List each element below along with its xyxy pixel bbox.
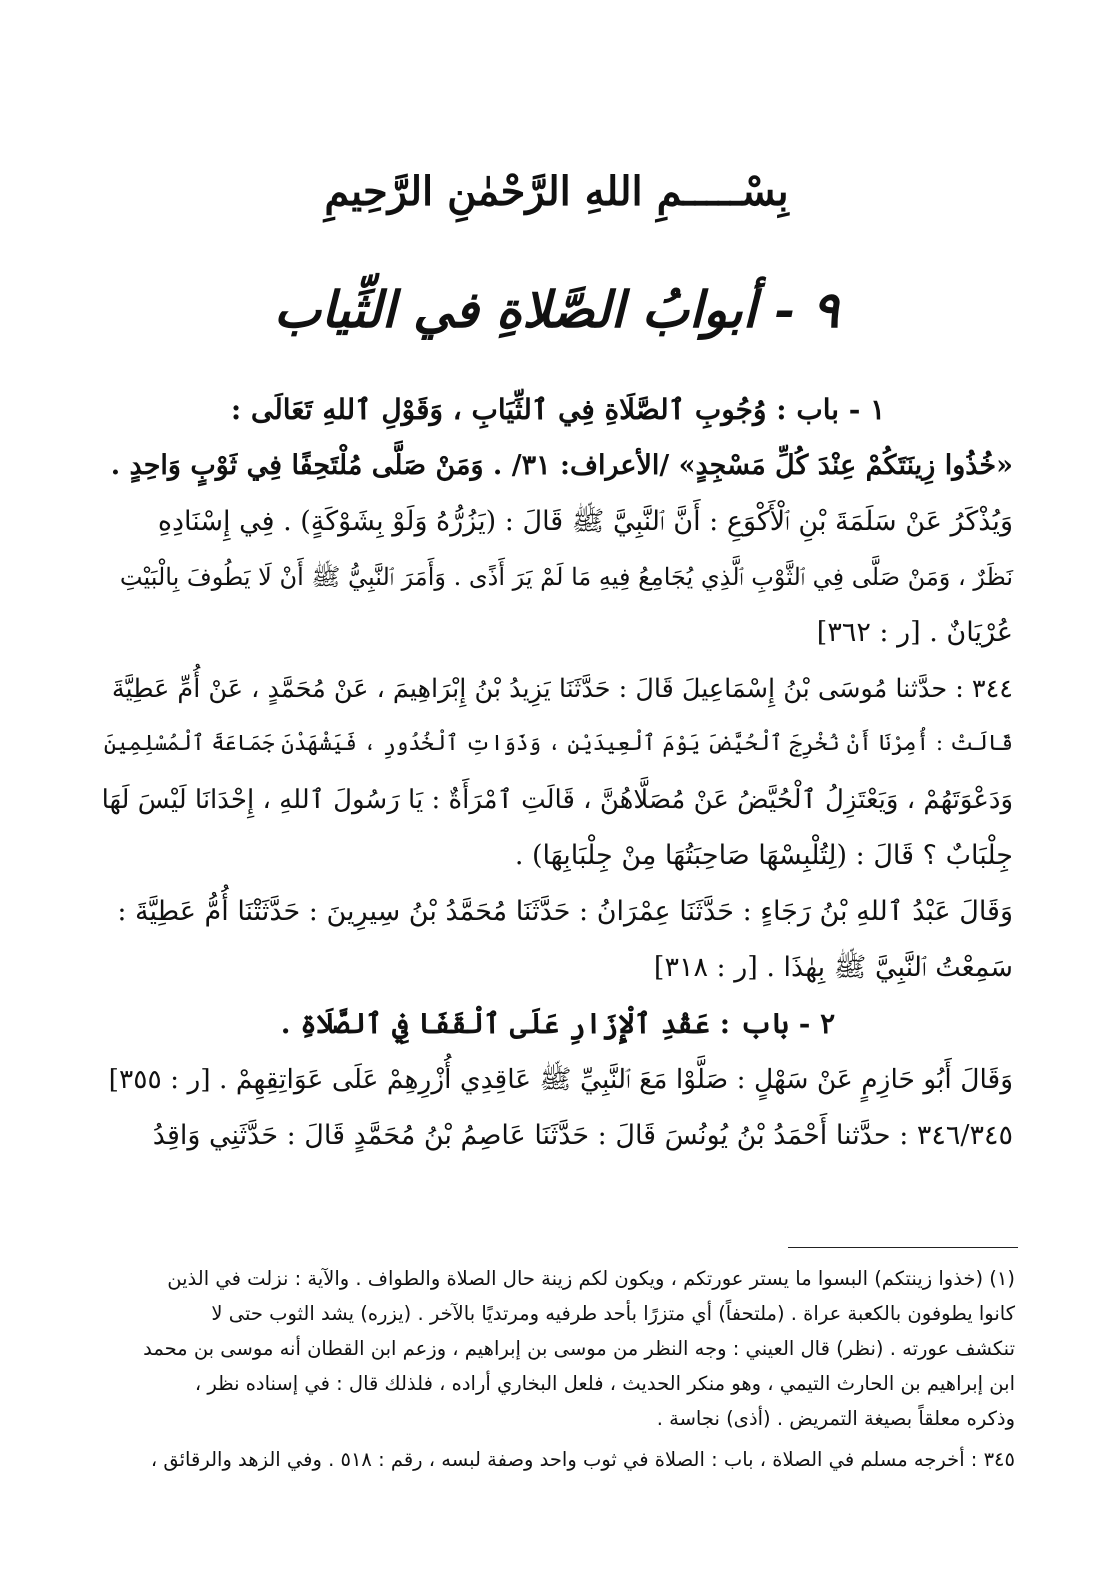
- quran-verse-line: «خُذُوا زِينَتَكُمْ عِنْدَ كُلِّ مَسْجِدٍ» /الأعراف: ٣١/ . وَمَنْ صَلَّى مُلْتَحِفًا فِي ثَوْبٍ وَاحِدٍ .: [110, 450, 1013, 481]
- footnote-line: تنكشف عورته . (نظر) قال العيني : وجه النظر من موسى بن إبراهيم ، وزعم ابن القطان أنه موسى بن محمد: [143, 1337, 1015, 1360]
- basmala-calligraphy: بِسْـــــمِ اللهِ الرَّحْمٰنِ الرَّحِيمِ: [324, 168, 789, 215]
- hadith-line: وَدَعْوَتَهُمْ ، وَيَعْتَزِلُ ٱلْحُيَّضُ عَنْ مُصَلَّاهُنَّ ، قَالَتِ ٱمْرَأَةٌ : يَا رَسُولَ ٱللهِ ، إِحْدَانَا لَيْسَ لَهَا: [101, 785, 1013, 815]
- hadith-line: سَمِعْتُ ٱلنَّبِيَّ ﷺ بِهٰذَا . [ر : ٣١٨]: [653, 952, 1013, 983]
- hadith-line: ٣٤٤ : حدَّثنا مُوسَى بْنُ إِسْمَاعِيلَ قَالَ : حَدَّثَنَا يَزِيدُ بْنُ إِبْرَاهِيمَ ، عَنْ مُحَمَّدٍ ، عَنْ أُمِّ عَطِيَّةَ: [111, 674, 1013, 704]
- chapter-heading-2: ٢ - باب : عَقْدِ ٱلْإِزَارِ عَلَى ٱلْقَفَا فِي ٱلصَّلَاةِ .: [280, 1007, 836, 1040]
- text-line: نَظَرٌ ، وَمَنْ صَلَّى فِي ٱلثَّوْبِ ٱلَّذِي يُجَامِعُ فِيهِ مَا لَمْ يَرَ أَذًى . وَأَمَرَ ٱلنَّبِيُّ ﷺ أَنْ لَا يَطُوفَ بِالْبَيْتِ: [119, 563, 1013, 591]
- footnote-divider: [788, 1247, 1018, 1248]
- chapter-heading-1: ١ - باب : وُجُوبِ ٱلصَّلَاةِ فِي ٱلثِّيَابِ ، وَقَوْلِ ٱللهِ تَعَالَى :: [230, 393, 886, 426]
- hadith-line: وَقَالَ عَبْدُ ٱللهِ بْنُ رَجَاءٍ : حَدَّثَنَا عِمْرَانُ : حَدَّثَنَا مُحَمَّدُ بْنُ سِيرِينَ : حَدَّثَتْنَا أُمُّ عَطِيَّةَ :: [117, 896, 1013, 927]
- hadith-line: ٣٤٦/٣٤٥ : حدَّثنا أَحْمَدُ بْنُ يُونُسَ قَالَ : حَدَّثَنَا عَاصِمُ بْنُ مُحَمَّدٍ قَالَ : حَدَّثَنِي وَاقِدُ: [152, 1120, 1013, 1151]
- text-line: وَيُذْكَرُ عَنْ سَلَمَةَ بْنِ ٱلْأَكْوَعِ : أَنَّ ٱلنَّبِيَّ ﷺ قَالَ : (يَزُرُّهُ وَلَوْ بِشَوْكَةٍ) . فِي إِسْنَادِهِ: [157, 506, 1013, 537]
- footnote-line: ٣٤٥ : أخرجه مسلم في الصلاة ، باب : الصلاة في ثوب واحد وصفة لبسه ، رقم : ٥١٨ . وفي الزهد والرقائق ،: [150, 1448, 1015, 1471]
- hadith-line: قَالَتْ : أُمِرْنَا أَنْ نُخْرِجَ ٱلْحُيَّضَ يَوْمَ ٱلْعِيدَيْنِ ، وَذَوَاتِ ٱلْخُدُورِ ، فَيَشْهَدْنَ جَمَاعَةَ ٱلْمُسْلِمِينَ: [103, 731, 1013, 756]
- footnote-line: ابن إبراهيم بن الحارث التيمي ، وهو منكر الحديث ، فلعل البخاري أراده ، فلذلك قال : في إسناده نظر ،: [194, 1372, 1015, 1395]
- hadith-line: جِلْبَابٌ ؟ قَالَ : (لِتُلْبِسْهَا صَاحِبَتُهَا مِنْ جِلْبَابِهَا) .: [514, 840, 1013, 871]
- footnote-line: كانوا يطوفون بالكعبة عراة . (ملتحفاً) أي متزرًا بأحد طرفيه ومرتديًا بالآخر . (يزره) يشد الثوب حتى لا: [211, 1302, 1015, 1325]
- text-line: عُرْيَانٌ . [ر : ٣٦٢]: [816, 617, 1013, 648]
- footnote-line: وذكره معلقاً بصيغة التمريض . (أذى) نجاسة .: [656, 1407, 1015, 1430]
- book-title: ٩ - أبوابُ الصَّلاةِ في الثِّياب: [274, 280, 839, 339]
- hadith-line: وَقَالَ أَبُو حَازِمٍ عَنْ سَهْلٍ : صَلَّوْا مَعَ ٱلنَّبِيِّ ﷺ عَاقِدِي أُزْرِهِمْ عَلَى عَوَاتِقِهِمْ . [ر : ٣٥٥]: [108, 1064, 1013, 1095]
- footnote-line: (١) (خذوا زينتكم) البسوا ما يستر عورتكم ، ويكون لكم زينة حال الصلاة والطواف . والآية : نزلت في الذين: [167, 1267, 1015, 1290]
